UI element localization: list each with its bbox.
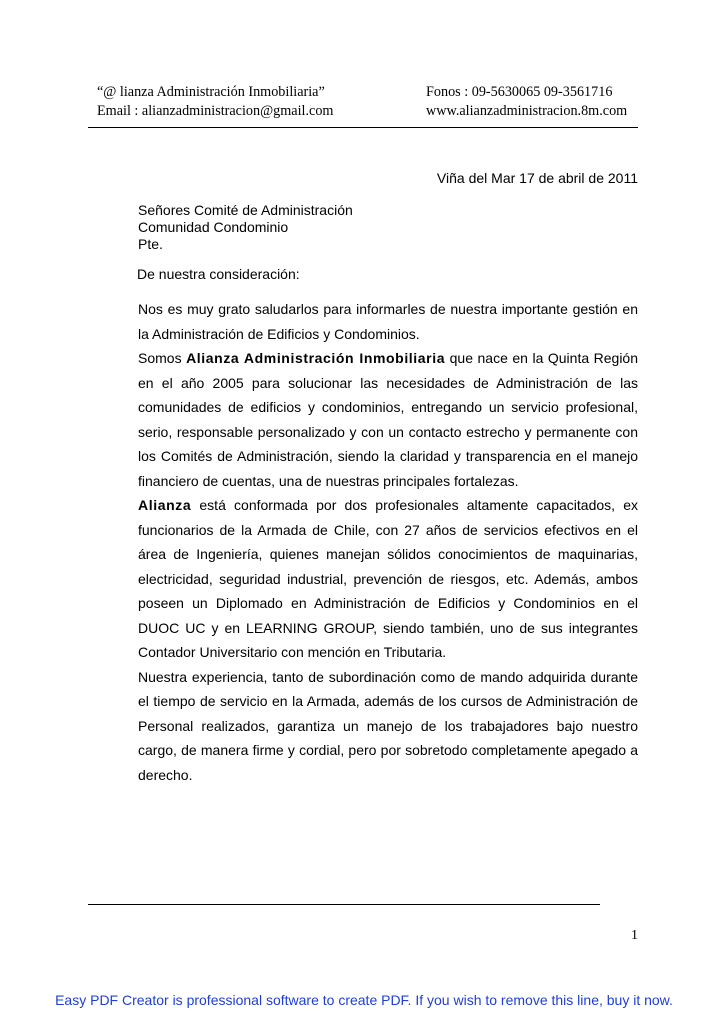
company-name: “@ lianza Administración Inmobiliaria”	[97, 84, 325, 100]
paragraph-team	[138, 493, 638, 665]
greeting: De nuestra consideración:	[137, 266, 300, 282]
paragraph-intro: Nos es muy grato saludarlos para informarles de nuestra importante gestión en la Administración de Edificios y Condominios.	[138, 301, 638, 342]
recipient-line: Señores Comité de Administración	[138, 202, 353, 218]
email-address: Email : alianzadministracion@gmail.com	[97, 103, 334, 119]
company-name-bold: Alianza Administración Inmobiliaria	[186, 350, 446, 366]
letter-body	[138, 297, 638, 787]
phone-numbers: Fonos : 09-5630065 09-3561716	[426, 84, 613, 100]
paragraph-text: que nace en la Quinta Región en el año 2005 para solucionar las necesidades de Administración de las comunidades de edificios y condominios, entregando un servicio profesional, serio, responsable personalizado y con un contacto estrecho y permanente con los Comités de Administración, siendo la claridad y transparencia en el manejo financiero de cuentas, una de nuestras principales fortalezas.	[138, 350, 639, 489]
brand-name-bold: Alianza	[138, 497, 192, 513]
letter-date: Viña del Mar 17 de abril de 2011	[436, 170, 638, 186]
recipient-line: Pte.	[138, 236, 163, 252]
watermark-banner: Easy PDF Creator is professional software to create PDF. If you wish to remove this line, buy it now.	[55, 992, 673, 1008]
paragraph-text: está conformada por dos profesionales altamente capacitados, ex funcionarios de la Armada de Chile, con 27 años de servicios efectivos en el área de Ingeniería, quienes manejan sólidos conocimientos de maquinarias, electricidad, seguridad industrial, prevención de riesgos, etc. Además, ambos poseen un Diplomado en Administración de Edificios y Condominios en el DUOC UC y en LEARNING GROUP, siendo también, uno de sus integrantes Contador Universitario con mención en Tributaria.	[138, 497, 638, 660]
recipient-block	[138, 202, 353, 253]
paragraph-company	[138, 346, 638, 493]
page-number: 1	[631, 928, 638, 943]
recipient-line: Comunidad Condominio	[138, 219, 289, 235]
footer-divider	[88, 904, 600, 905]
website-url: www.alianzadministracion.8m.com	[426, 103, 628, 119]
paragraph-text: Somos	[138, 350, 187, 366]
header-divider	[88, 127, 638, 128]
letterhead	[97, 84, 637, 122]
paragraph-experience: Nuestra experiencia, tanto de subordinación como de mando adquirida durante el tiempo de servicio en la Armada, además de los cursos de Administración de Personal realizados, garantiza un manejo de los trabajadores bajo nuestro cargo, de manera firme y cordial, pero por sobretodo completamente apegado a derecho.	[138, 668, 638, 783]
